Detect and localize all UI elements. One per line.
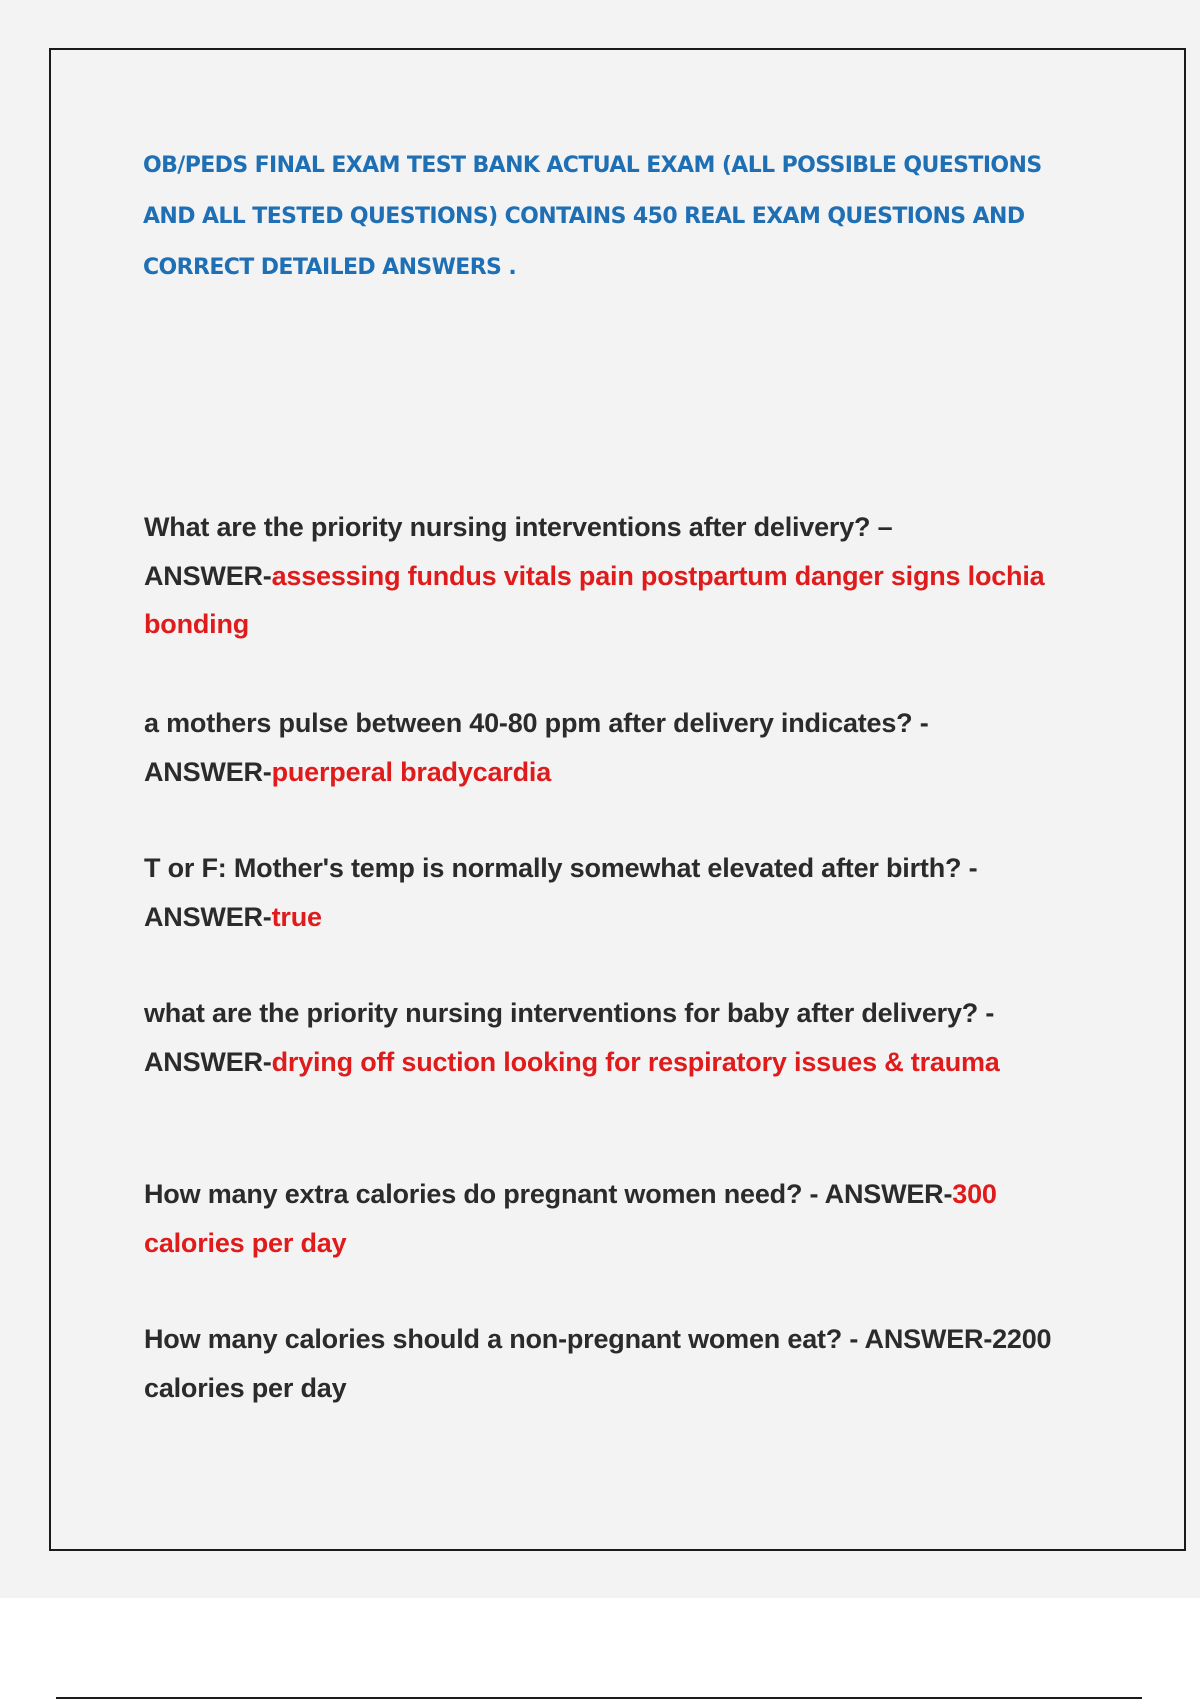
footer-rule: [56, 1697, 1142, 1699]
question-item: [144, 699, 1064, 796]
answer-prefix: ANSWER-: [144, 560, 272, 591]
answer-text: 300 calories per day: [144, 1179, 997, 1258]
answer-text: assessing fundus vitals pain postpartum danger signs lochia bonding: [144, 560, 1045, 639]
question-item: [144, 503, 1064, 649]
question-text: T or F: Mother's temp is normally somewhat elevated after birth? -: [144, 853, 978, 883]
question-text: a mothers pulse between 40-80 ppm after delivery indicates? -: [144, 708, 929, 738]
question-text: How many calories should a non-pregnant women eat? -: [144, 1324, 859, 1354]
answer-prefix: ANSWER-: [144, 1046, 272, 1077]
answer-text: puerperal bradycardia: [271, 756, 552, 787]
question-text: what are the priority nursing interventions for baby after delivery? -: [144, 998, 995, 1028]
answer-prefix: ANSWER-: [824, 1179, 953, 1209]
question-item: [144, 1170, 1064, 1267]
answer-prefix: ANSWER-: [144, 756, 272, 787]
answer-text: drying off suction looking for respiratory issues & trauma: [271, 1046, 1000, 1077]
question-text: How many extra calories do pregnant women need? -: [144, 1179, 819, 1209]
answer-prefix: ANSWER-: [864, 1324, 993, 1354]
question-item: [144, 844, 1064, 941]
document-title: OB/PEDS FINAL EXAM TEST BANK ACTUAL EXAM (ALL POSSIBLE QUESTIONS AND ALL TESTED QUESTIONS) CONTAINS 450 REAL EXAM QUESTIONS AND CORRECT DETAILED ANSWERS .: [143, 153, 1042, 280]
question-text: What are the priority nursing interventions after delivery? –: [144, 512, 893, 542]
question-item: [144, 989, 1064, 1086]
question-item: [144, 1315, 1064, 1412]
answer-text: true: [271, 901, 322, 932]
answer-prefix: ANSWER-: [144, 901, 272, 932]
answer-text: 2200 calories per day: [144, 1324, 1052, 1403]
